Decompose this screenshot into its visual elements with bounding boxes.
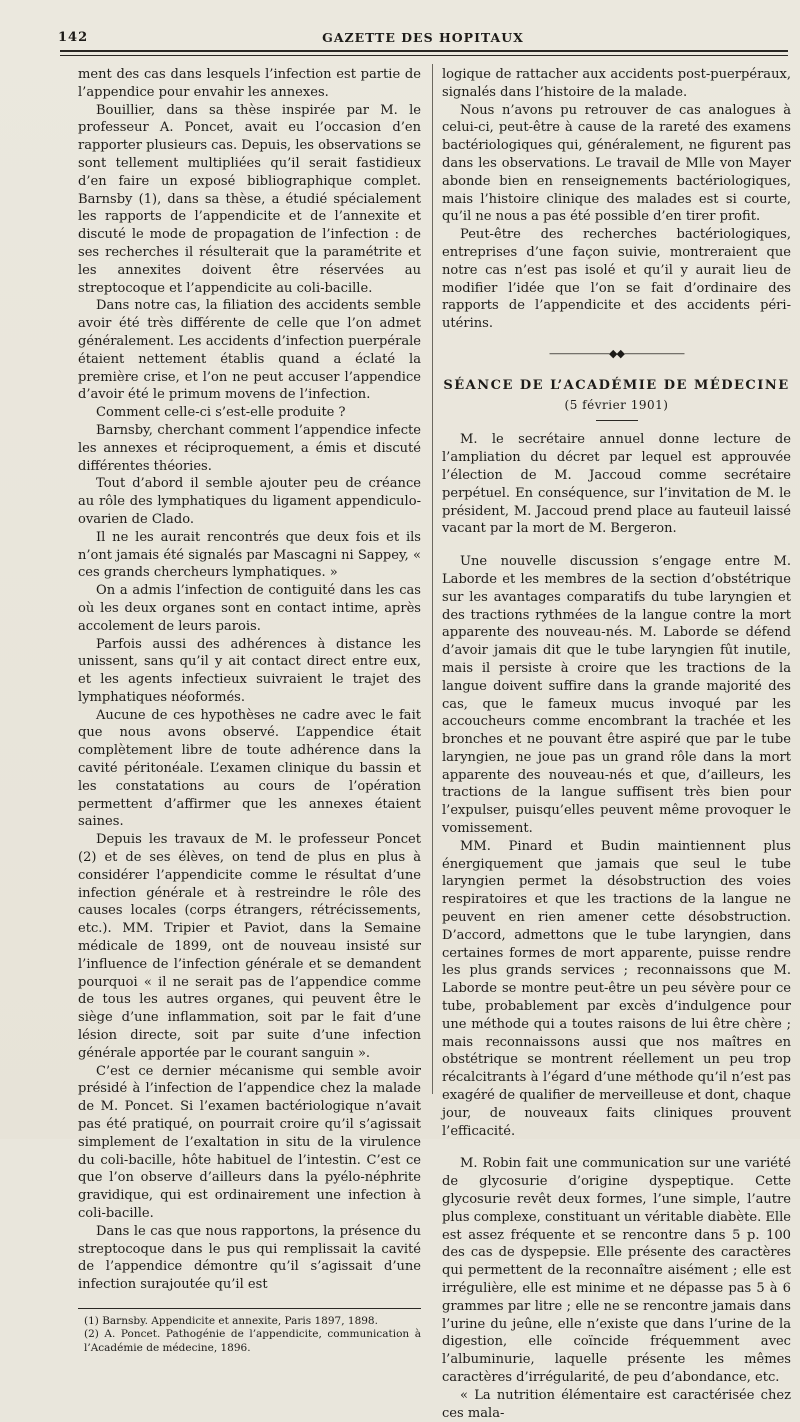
paragraph: Nous n’avons pu retrouver de cas analogues à celui-ci, peut-être à cause de la rareté des examens bactériologiques qui, généralement, ne figurent pas dans les observations. Le travail de Mlle von Mayer abonde bien en renseignements bactériologiques, mais l’histoire clinique des malades est si courte, qu’il ne nous a pas été possible d’en tirer profit. (442, 102, 791, 225)
left-column (78, 66, 421, 1355)
paragraph: Il ne les aurait rencontrés que deux fois et ils n’ont jamais été signalés par Mascagni ni Sappey, « ces grands chercheurs lymphatiques. » (78, 529, 421, 581)
section-rule (596, 420, 638, 421)
footnotes (78, 1315, 421, 1356)
section-title: SÉANCE DE L’ACADÉMIE DE MÉDECINE (443, 377, 790, 393)
section-date: (5 février 1901) (564, 397, 669, 412)
paragraph: Dans le cas que nous rapportons, la présence du streptocoque dans le pus qui remplissait la cavité de l’appendice démontre qu’il s’agissait d’une infection surajoutée qu’il est (78, 1223, 421, 1293)
paragraph: M. le secrétaire annuel donne lecture de l’ampliation du décret par lequel est approuvée l’élection de M. Jaccoud comme secrétaire perpétuel. En conséquence, sur l’invitation de M. le président, M. Jaccoud prend place au fauteuil laissé vacant par la mort de M. Bergeron. (442, 432, 791, 537)
right-column (442, 66, 791, 1422)
ornament-separator: ——————◆◆—————— (549, 346, 684, 360)
page-number: 142 (58, 30, 89, 45)
journal-title: GAZETTE DES HOPITAUX (322, 30, 524, 45)
paragraph: ment des cas dans lesquels l’infection est partie de l’appendice pour envahir les annexes. (78, 67, 421, 100)
footnote-rule (78, 1308, 421, 1309)
paragraph: Dans notre cas, la filiation des accidents semble avoir été très différente de celle que l’on admet généralement. Les accidents d’infection puerpérale étaient nettement établis quand a éclaté la première crise, et l’on ne peut accuser l’appendice d’avoir été le primum movens de l’infection. (78, 298, 421, 403)
paragraph: MM. Pinard et Budin maintiennent plus énergiquement que jamais que seul le tube laryngien permet la désobstruction des voies respiratoires et que les tractions de la langue ne peuvent en rien amener cette désobstruction. D’accord, admettons que le tube laryngien, dans certaines formes de mort apparente, puisse rendre les plus grands services ; reconnaissons que M. Laborde se montre peut-être un peu sévère pour ce tube, probablement par excès d’indulgence pour une méthode qui a toutes raisons de lui être chère ; mais reconnaissons aussi que nos maîtres en obstétrique se montrent réellement un peu trop récalcitrants à l’égard d’une méthode qu’il n’est pas exagéré de qualifier de merveilleuse et dont, chaque jour, de nouveaux faits cliniques prouvent l’efficacité. (442, 838, 792, 1139)
paragraph: Barnsby, cherchant comment l’appendice infecte les annexes et réciproquement, a émis et discuté différentes théories. (78, 422, 421, 474)
paragraph: Depuis les travaux de M. le professeur Poncet (2) et de ses élèves, on tend de plus en plus à considérer l’appendicite comme le résultat d’une infection générale et à restreindre le rôle des causes locales (corps étrangers, rétrécissements, etc.). MM. Tripier et Paviot, dans la Semaine médicale de 1899, ont de nouveau insisté sur l’influence de l’infection générale et se demandent pourquoi « il ne serait pas de l’appendice comme de tous les autres organes, qui peuvent être le siège d’une inflammation, soit par le fait d’une lésion directe, soit par suite d’une infection générale apportée par le courant sanguin ». (78, 832, 421, 1061)
footnote: (2) A. Poncet. Pathogénie de l’appendicite, communication à l’Académie de médecine, 1896. (84, 1328, 421, 1354)
paragraph: M. Robin fait une communication sur une variété de glycosurie d’origine dyspeptique. Cette glycosurie revêt deux formes, l’une simple, l’autre plus complexe, constituant un véritable diabète. Elle est assez fréquente et se rencontre dans 5 p. 100 des cas de dyspepsie. Elle présente des caractères qui permettent de la reconnaître aisément ; elle est irrégulière, elle est minime et ne dépasse pas 5 à 6 grammes par litre ; elle ne se rencontre jamais dans l’urine du jeûne, elle n’existe que dans l’urine de la digestion, elle coïncide fréquemment avec l’albuminurie, laquelle présente les mêmes caractères d’irrégularité, de peu d’abondance, etc. (442, 1156, 791, 1385)
paragraph: Comment celle-ci s’est-elle produite ? (96, 405, 346, 421)
footnote: (1) Barnsby. Appendicite et annexite, Paris 1897, 1898. (84, 1314, 378, 1327)
paragraph: Parfois aussi des adhérences à distance les unissent, sans qu’il y ait contact direct entre eux, et les agents infectieux suivraient le trajet des lymphatiques néoformés. (78, 636, 421, 705)
paragraph: Bouillier, dans sa thèse inspirée par M. le professeur A. Poncet, avait eu l’occasion d’en rapporter plusieurs cas. Depuis, les observations se sont tellement multipliées qu’il serait fastidieux d’en faire un exposé bibliographique complet. Barnsby (1), dans sa thèse, a étudié spécialement les rapports de l’appendicite et de l’annexite et discuté le mode de propagation de l’infection : de ses recherches il résulterait que la paramétrite et les annexites doivent être réservées au streptocoque et l’appendicite au coli-bacille. (78, 102, 422, 296)
paragraph: « La nutrition élémentaire est caractérisée chez ces mala- (442, 1387, 791, 1421)
paragraph: logique de rattacher aux accidents post-puerpéraux, signalés dans l’histoire de la malade. (442, 67, 791, 100)
header-rule (60, 50, 788, 56)
paragraph: Peut-être des recherches bactériologiques, entreprises d’une façon suivie, montreraient que notre cas n’est pas isolé et qu’il y aurait lieu de modifier l’idée que l’on se fait d’ordinaire des rapports de l’appendicite et des accidents péri-utérins. (442, 227, 791, 332)
paragraph: Tout d’abord il semble ajouter peu de créance au rôle des lymphatiques du ligament appendiculo-ovarien de Clado. (78, 476, 421, 527)
page-header (58, 28, 788, 48)
paragraph: Une nouvelle discussion s’engage entre M. Laborde et les membres de la section d’obstétrique sur les avantages comparatifs du tube laryngien et des tractions rythmées de la langue contre la mort apparente des nouveau-nés. M. Laborde se défend d’avoir jamais dit que le tube laryngien fût inutile, mais il persiste à croire que les tractions de la langue doivent suffire dans la grande majorité des cas, que le fameux mucus invoqué par les accoucheurs comme encombrant la trachée et les bronches et ne pouvant être aspiré que par le tube laryngien, ne joue pas un grand rôle dans la mort apparente des nouveau-nés et que, d’ailleurs, les tractions de la langue suffisent très bien pour l’expulser, puisqu’elles peuvent même provoquer le vomissement. (442, 554, 791, 837)
paragraph: Aucune de ces hypothèses ne cadre avec le fait que nous avons observé. L’appendice était complètement libre de toute adhérence dans la cavité péritonéale. L’examen clinique du bassin et les constatations au cours de l’opération permettent d’affirmer que les annexes étaient saines. (78, 707, 421, 830)
paragraph: On a admis l’infection de contiguité dans les cas où les deux organes sont en contact intime, après accolement de leurs parois. (78, 583, 421, 634)
paragraph: C’est ce dernier mécanisme qui semble avoir présidé à l’infection de l’appendice chez la malade de M. Poncet. Si l’examen bactériologique n’avait pas été pratiqué, on pourrait croire qu’il s’agissait simplement de l’exaltation in situ de la virulence du coli-bacille, hôte habituel de l’intestin. C’est ce que l’on observe d’ailleurs dans la pyélo-néphrite gravidique, qui est ordinairement une infection à coli-bacille. (78, 1063, 421, 1221)
column-divider (432, 64, 433, 1094)
